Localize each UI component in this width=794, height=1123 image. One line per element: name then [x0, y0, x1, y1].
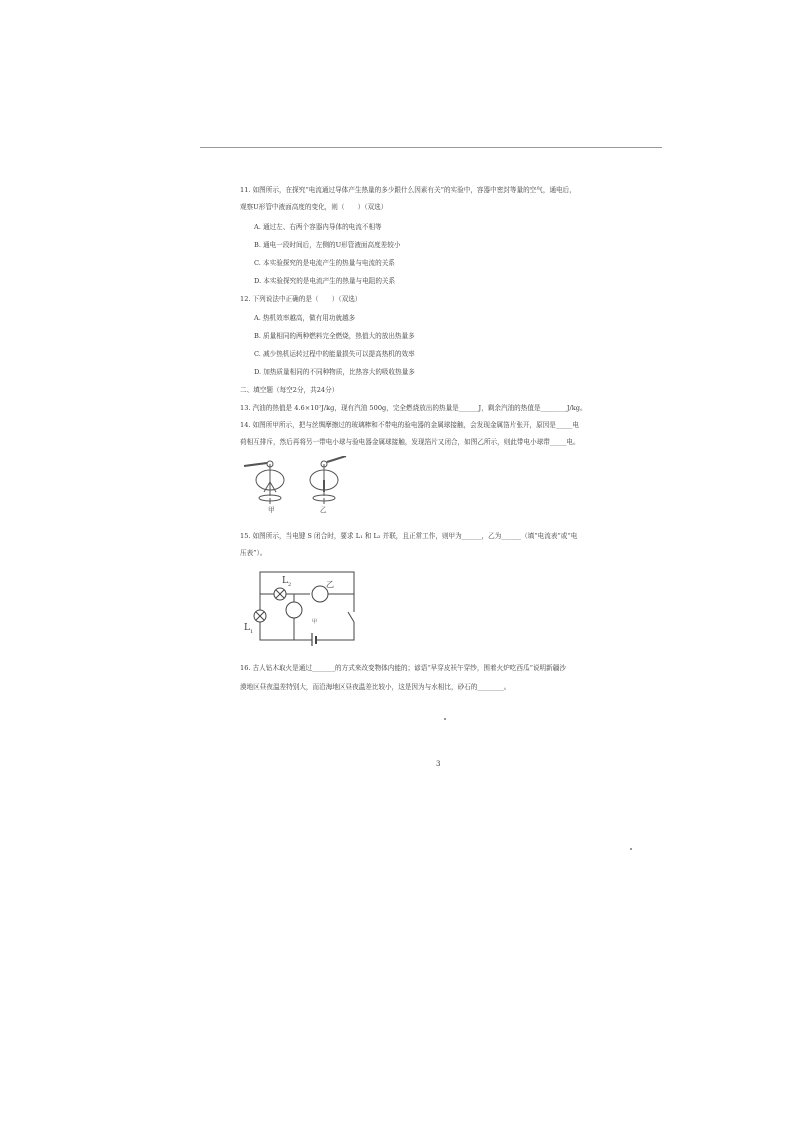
label-yi: 乙	[320, 506, 327, 514]
electroscope-jia	[244, 461, 284, 504]
q16-line2: 漠地区昼夜温差特别大，而沿海地区昼夜温差比较小，这是因为与水相比，砂石的________。	[240, 683, 511, 691]
q11-option-c: C. 本实验探究的是电流产生的热量与电流的关系	[254, 259, 395, 267]
lamp-l2	[274, 588, 286, 600]
scan-speck	[630, 848, 632, 850]
q11-stem-line2: 观察U形管中液面高度的变化，则（ ）（双选）	[240, 203, 388, 211]
label-meter-jia: 甲	[312, 619, 318, 625]
q15-line2: 压表”）。	[240, 549, 267, 557]
q12-option-c: C. 减少热机运转过程中的能量损失可以提高热机的效率	[254, 350, 415, 358]
page-number: 3	[436, 760, 441, 768]
label-jia: 甲	[268, 506, 275, 514]
label-l2: $L_2$	[282, 576, 292, 588]
meter-jia	[286, 602, 302, 618]
q11-option-d: D. 本实验探究的是电流产生的热量与电阻的关系	[254, 277, 396, 285]
top-rule	[200, 147, 662, 148]
label-meter-yi: 乙	[326, 580, 334, 589]
q14-line2: 荷相互排斥，然后再将另一带电小球与验电器金属球接触，发现箔片又闭合，如图乙所示，则此带电小球带_____电。	[240, 438, 580, 446]
battery	[312, 633, 316, 646]
scan-speck	[444, 718, 446, 720]
q11-stem-line1: 11. 如图所示，在探究“电流通过导体产生热量的多少跟什么因素有关”的实验中，容器中密封等量的空气，通电后，	[240, 186, 576, 194]
label-l1: $L_1$	[244, 623, 254, 635]
q12-option-a: A. 热机效率越高，做有用功就越多	[254, 314, 356, 322]
section-heading: 二、填空题（每空2分，共24分）	[240, 386, 339, 394]
q11-option-b: B. 通电一段时间后，左侧的U形管液面高度差较小	[254, 241, 401, 249]
electroscope-yi	[310, 456, 346, 504]
q13-text: 13. 汽油的热值是 4.6×10⁷J/kg，现有汽油 500g，完全燃烧放出的热量是______J，剩余汽油的热值是________J/kg。	[240, 404, 587, 412]
q11-option-a: A. 通过左、右两个容器内导体的电流不相等	[254, 223, 382, 231]
q12-option-d: D. 加热质量相同的不同种物质，比热容大的吸收热量多	[254, 368, 415, 376]
lamp-l1	[254, 610, 266, 622]
q12-option-b: B. 质量相同的两种燃料完全燃烧，热值大的放出热量多	[254, 332, 415, 340]
switch-s	[348, 612, 354, 622]
q16-line1: 16. 古人钻木取火是通过_______的方式来改变物体内能的；谚语“早穿皮袄午穿纱，围着火炉吃西瓜”说明新疆沙	[240, 664, 566, 672]
q14-line1: 14. 如图所甲所示，把与丝绸摩擦过的玻璃棒和不带电的验电器的金属球接触，会发现金属箔片张开，原因是_____电	[240, 421, 579, 429]
q15-line1: 15. 如图所示，当电键 S 闭合时，要求 L₁ 和 L₂ 并联，且正常工作，则甲为______，乙为______（填“电流表”或“电	[240, 532, 578, 540]
q12-stem: 12. 下列说法中正确的是（ ）（双选）	[240, 295, 362, 303]
